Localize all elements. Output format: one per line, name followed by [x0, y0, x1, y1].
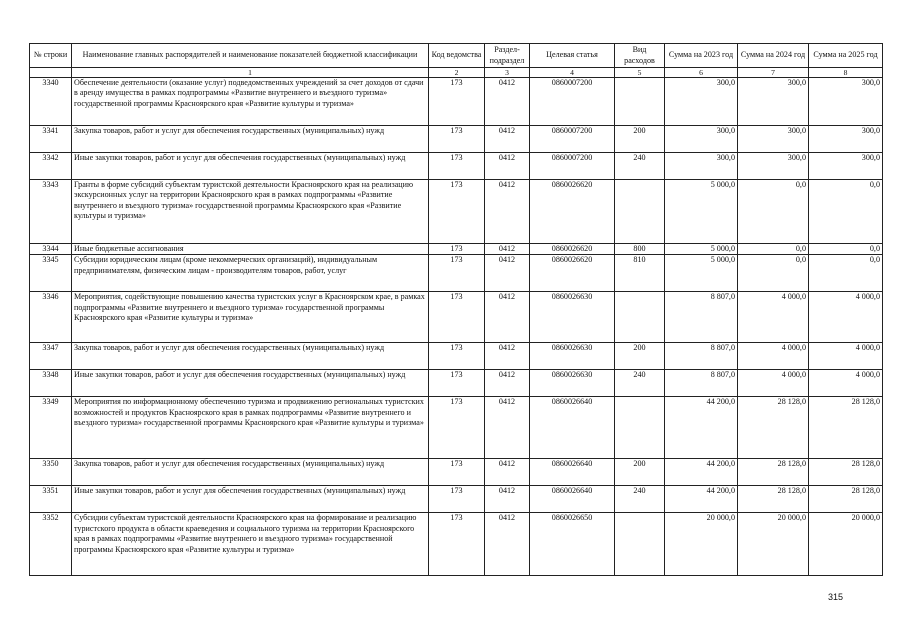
row-sum-2023: 300,0 — [665, 78, 738, 126]
table-row — [30, 397, 883, 459]
row-sum-2025: 4 000,0 — [809, 370, 883, 397]
row-sum-2023: 44 200,0 — [665, 486, 738, 513]
row-sum-2025: 4 000,0 — [809, 343, 883, 370]
table-row — [30, 180, 883, 244]
row-section: 0412 — [485, 292, 530, 343]
row-sum-2023: 20 000,0 — [665, 513, 738, 576]
row-number: 3345 — [30, 255, 72, 292]
table-row — [30, 292, 883, 343]
row-name: Обеспечение деятельности (оказание услуг) подведомственных учреждений за счет доходов от сдачи в аренду имущества в рамках подпрограммы «Развитие внутреннего и въездного туризма» государственной программы Красноярского края «Развитие культуры и туризма» — [72, 78, 429, 126]
row-department-code: 173 — [429, 126, 485, 153]
table-body — [30, 78, 883, 576]
row-number: 3343 — [30, 180, 72, 244]
row-department-code: 173 — [429, 78, 485, 126]
row-sum-2025: 28 128,0 — [809, 397, 883, 459]
page-number: 315 — [828, 592, 844, 602]
table-row — [30, 370, 883, 397]
row-number: 3344 — [30, 244, 72, 255]
column-number: 5 — [615, 68, 665, 78]
row-expense-type: 240 — [615, 486, 665, 513]
row-target-article: 0860026630 — [530, 343, 615, 370]
row-number: 3340 — [30, 78, 72, 126]
table-row — [30, 343, 883, 370]
table-row — [30, 153, 883, 180]
table-row — [30, 126, 883, 153]
row-expense-type: 810 — [615, 255, 665, 292]
row-sum-2023: 44 200,0 — [665, 397, 738, 459]
row-expense-type — [615, 180, 665, 244]
row-sum-2024: 28 128,0 — [738, 486, 809, 513]
row-sum-2024: 300,0 — [738, 153, 809, 180]
row-target-article: 0860007200 — [530, 78, 615, 126]
row-number: 3346 — [30, 292, 72, 343]
header-sum-2024: Сумма на 2024 год — [738, 44, 809, 68]
row-expense-type: 240 — [615, 153, 665, 180]
row-number: 3341 — [30, 126, 72, 153]
row-number: 3342 — [30, 153, 72, 180]
header-expense-type: Вид расходов — [615, 44, 665, 68]
row-section: 0412 — [485, 244, 530, 255]
row-section: 0412 — [485, 513, 530, 576]
row-name: Закупка товаров, работ и услуг для обеспечения государственных (муниципальных) нужд — [72, 343, 429, 370]
row-sum-2024: 0,0 — [738, 180, 809, 244]
table-row — [30, 78, 883, 126]
column-number-row — [30, 68, 883, 78]
row-expense-type: 200 — [615, 126, 665, 153]
row-department-code: 173 — [429, 153, 485, 180]
column-number: 8 — [809, 68, 883, 78]
row-sum-2025: 28 128,0 — [809, 486, 883, 513]
row-sum-2025: 4 000,0 — [809, 292, 883, 343]
row-name: Субсидии субъектам туристской деятельности Красноярского края на формирование и реализацию туристского продукта в области краеведения и социального туризма на территории Красноярского края в рамках подпрограммы «Развитие внутреннего и въездного туризма» государственной программы Красноярского края «Развитие культуры и туризма» — [72, 513, 429, 576]
row-sum-2025: 300,0 — [809, 78, 883, 126]
row-target-article: 0860026640 — [530, 486, 615, 513]
row-expense-type: 800 — [615, 244, 665, 255]
row-sum-2023: 300,0 — [665, 126, 738, 153]
row-sum-2024: 0,0 — [738, 255, 809, 292]
row-sum-2025: 0,0 — [809, 244, 883, 255]
row-section: 0412 — [485, 126, 530, 153]
row-section: 0412 — [485, 255, 530, 292]
row-sum-2025: 20 000,0 — [809, 513, 883, 576]
row-sum-2024: 300,0 — [738, 126, 809, 153]
row-sum-2024: 20 000,0 — [738, 513, 809, 576]
row-target-article: 0860026630 — [530, 292, 615, 343]
row-name: Гранты в форме субсидий субъектам туристской деятельности Красноярского края на реализацию экскурсионных услуг на территории Красноярского края в рамках подпрограммы «Развитие внутреннего и въездного туризма» государственной программы Красноярского края «Развитие культуры и туризма» — [72, 180, 429, 244]
header-sum-2025: Сумма на 2025 год — [809, 44, 883, 68]
row-target-article: 0860026640 — [530, 459, 615, 486]
budget-table — [29, 43, 883, 576]
row-sum-2023: 8 807,0 — [665, 343, 738, 370]
row-number: 3352 — [30, 513, 72, 576]
row-sum-2023: 5 000,0 — [665, 255, 738, 292]
row-section: 0412 — [485, 486, 530, 513]
row-target-article: 0860007200 — [530, 126, 615, 153]
header-name: Наименование главных распорядителей и наименование показателей бюджетной классификации — [72, 44, 429, 68]
row-expense-type — [615, 513, 665, 576]
row-expense-type: 200 — [615, 459, 665, 486]
row-sum-2023: 44 200,0 — [665, 459, 738, 486]
header-department-code: Код ведомства — [429, 44, 485, 68]
row-name: Закупка товаров, работ и услуг для обеспечения государственных (муниципальных) нужд — [72, 126, 429, 153]
column-number: 6 — [665, 68, 738, 78]
row-target-article: 0860026620 — [530, 244, 615, 255]
row-sum-2024: 28 128,0 — [738, 459, 809, 486]
row-sum-2024: 4 000,0 — [738, 292, 809, 343]
row-number: 3348 — [30, 370, 72, 397]
row-name: Мероприятия, содействующие повышению качества туристских услуг в Красноярском крае, в рамках подпрограммы «Развитие внутреннего и въездного туризма» государственной программы Красноярского края «Развитие культуры и туризма» — [72, 292, 429, 343]
row-number: 3351 — [30, 486, 72, 513]
row-sum-2025: 300,0 — [809, 126, 883, 153]
row-section: 0412 — [485, 397, 530, 459]
row-department-code: 173 — [429, 244, 485, 255]
column-number: 7 — [738, 68, 809, 78]
row-section: 0412 — [485, 370, 530, 397]
table-row — [30, 513, 883, 576]
header-target-article: Целевая статья — [530, 44, 615, 68]
row-section: 0412 — [485, 78, 530, 126]
table-row — [30, 459, 883, 486]
row-expense-type — [615, 292, 665, 343]
row-department-code: 173 — [429, 255, 485, 292]
row-name: Иные закупки товаров, работ и услуг для обеспечения государственных (муниципальных) нужд — [72, 370, 429, 397]
row-name: Закупка товаров, работ и услуг для обеспечения государственных (муниципальных) нужд — [72, 459, 429, 486]
row-expense-type: 240 — [615, 370, 665, 397]
row-section: 0412 — [485, 459, 530, 486]
header-row-number: № строки — [30, 44, 72, 68]
row-sum-2023: 5 000,0 — [665, 244, 738, 255]
column-number: 2 — [429, 68, 485, 78]
row-sum-2023: 8 807,0 — [665, 370, 738, 397]
budget-table-container — [29, 43, 883, 576]
row-number: 3350 — [30, 459, 72, 486]
row-sum-2025: 0,0 — [809, 255, 883, 292]
row-sum-2024: 28 128,0 — [738, 397, 809, 459]
row-sum-2025: 0,0 — [809, 180, 883, 244]
table-row — [30, 244, 883, 255]
row-expense-type — [615, 397, 665, 459]
row-department-code: 173 — [429, 486, 485, 513]
row-department-code: 173 — [429, 459, 485, 486]
row-department-code: 173 — [429, 180, 485, 244]
row-sum-2024: 4 000,0 — [738, 370, 809, 397]
row-department-code: 173 — [429, 513, 485, 576]
row-section: 0412 — [485, 153, 530, 180]
row-sum-2023: 5 000,0 — [665, 180, 738, 244]
row-department-code: 173 — [429, 292, 485, 343]
table-row — [30, 486, 883, 513]
row-name: Субсидии юридическим лицам (кроме некоммерческих организаций), индивидуальным предпринимателям, физическим лицам - производителям товаров, работ, услуг — [72, 255, 429, 292]
column-number: 3 — [485, 68, 530, 78]
row-sum-2024: 4 000,0 — [738, 343, 809, 370]
row-target-article: 0860026640 — [530, 397, 615, 459]
row-section: 0412 — [485, 343, 530, 370]
column-number: 4 — [530, 68, 615, 78]
row-number: 3349 — [30, 397, 72, 459]
row-sum-2024: 0,0 — [738, 244, 809, 255]
row-sum-2023: 8 807,0 — [665, 292, 738, 343]
row-sum-2025: 300,0 — [809, 153, 883, 180]
row-department-code: 173 — [429, 397, 485, 459]
row-target-article: 0860026650 — [530, 513, 615, 576]
row-sum-2023: 300,0 — [665, 153, 738, 180]
row-name: Иные бюджетные ассигнования — [72, 244, 429, 255]
header-section: Раздел-подраздел — [485, 44, 530, 68]
row-name: Иные закупки товаров, работ и услуг для обеспечения государственных (муниципальных) нужд — [72, 153, 429, 180]
row-name: Иные закупки товаров, работ и услуг для обеспечения государственных (муниципальных) нужд — [72, 486, 429, 513]
row-target-article: 0860026620 — [530, 255, 615, 292]
row-target-article: 0860026620 — [530, 180, 615, 244]
header-sum-2023: Сумма на 2023 год — [665, 44, 738, 68]
column-number — [30, 68, 72, 78]
header-row — [30, 44, 883, 68]
column-number: 1 — [72, 68, 429, 78]
row-expense-type: 200 — [615, 343, 665, 370]
row-department-code: 173 — [429, 370, 485, 397]
row-sum-2025: 28 128,0 — [809, 459, 883, 486]
table-row — [30, 255, 883, 292]
row-department-code: 173 — [429, 343, 485, 370]
row-number: 3347 — [30, 343, 72, 370]
row-target-article: 0860026630 — [530, 370, 615, 397]
row-target-article: 0860007200 — [530, 153, 615, 180]
row-sum-2024: 300,0 — [738, 78, 809, 126]
row-name: Мероприятия по информационному обеспечению туризма и продвижению региональных туристских возможностей и продуктов Красноярского края в рамках подпрограммы «Развитие внутреннего и въездного туризма» государственной программы Красноярского края «Развитие культуры и туризма» — [72, 397, 429, 459]
row-section: 0412 — [485, 180, 530, 244]
row-expense-type — [615, 78, 665, 126]
